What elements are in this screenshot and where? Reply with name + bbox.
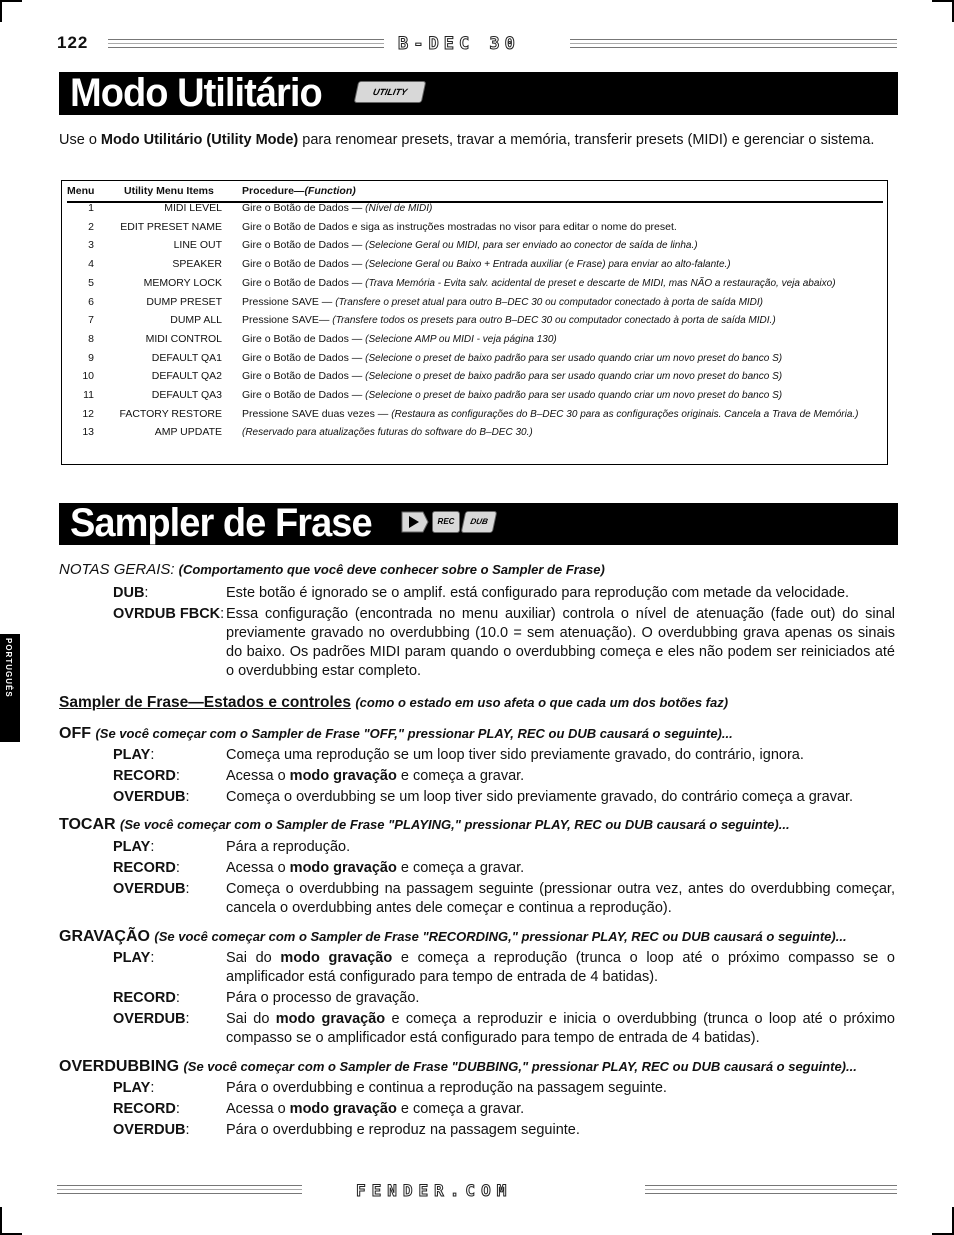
control-term: PLAY: bbox=[113, 1080, 155, 1096]
control-term: RECORD: bbox=[113, 860, 180, 876]
state-heading: OFF (Se você começar com o Sampler de Frase "OFF," pressionar PLAY, REC ou DUB causará o seguinte)... bbox=[59, 725, 733, 742]
table-row bbox=[62, 333, 882, 352]
table-row bbox=[62, 258, 882, 277]
control-entry bbox=[113, 746, 895, 765]
menu-number: 10 bbox=[82, 370, 94, 383]
table-row bbox=[62, 221, 882, 240]
control-entry bbox=[113, 1079, 895, 1098]
menu-procedure: Pressione SAVE— (Transfere todos os presets para outro B–DEC 30 ou computador conectado à porta de saída MIDI.) bbox=[242, 314, 776, 327]
crop-mark bbox=[0, 1207, 2, 1235]
column-header-menu: Menu bbox=[67, 185, 95, 197]
control-description: Sai do modo gravação e começa a reprodução (trunca o loop até o próximo compasso se o amplificador está configurado para tempo de entrada de 4 batidas). bbox=[226, 950, 895, 985]
menu-procedure: Gire o Botão de Dados — (Selecione o preset de baixo padrão para ser usado quando criar um novo preset do banco S) bbox=[242, 370, 783, 383]
menu-item: AMP UPDATE bbox=[154, 426, 222, 439]
menu-number: 11 bbox=[83, 389, 94, 401]
menu-procedure: Gire o Botão de Dados — (Selecione o preset de baixo padrão para ser usado quando criar um novo preset do banco S) bbox=[242, 351, 783, 364]
menu-procedure: Gire o Botão de Dados — (Selecione Geral ou Baixo + Entrada auxiliar (e Frase) para enviar ao alto-falante.) bbox=[242, 258, 731, 271]
menu-item: DEFAULT QA2 bbox=[151, 370, 222, 383]
utility-button-icon: UTILITY bbox=[354, 81, 427, 103]
menu-item: DEFAULT QA3 bbox=[151, 389, 222, 401]
menu-item: LINE OUT bbox=[173, 239, 222, 252]
column-header-items: Utility Menu Items bbox=[124, 185, 214, 197]
menu-item: DUMP ALL bbox=[170, 314, 222, 327]
control-entry bbox=[113, 989, 895, 1008]
control-term: OVERDUB: bbox=[113, 881, 190, 897]
note-ovrdub-fbck bbox=[113, 605, 895, 681]
control-term: PLAY: bbox=[113, 839, 155, 855]
dub-button-icon: DUB bbox=[461, 511, 498, 533]
play-button-icon bbox=[399, 509, 431, 540]
control-description: Começa o overdubbing na passagem seguinte (pressionar outra vez, antes do overdubbing começar, cancela o overdubbing antes dele começar e continua a reprodução). bbox=[226, 881, 895, 916]
control-entry bbox=[113, 1100, 895, 1119]
menu-procedure: Pressione SAVE — (Transfere o preset atual para outro B–DEC 30 ou computador conectado à porta de saída MIDI) bbox=[242, 295, 764, 308]
control-description: Começa uma reprodução se um loop tiver sido previamente gravado, do contrário, ignora. bbox=[226, 747, 804, 763]
menu-procedure: Gire o Botão de Dados — (Trava Memória - Evita salv. acidental de preset e descarte de MIDI, mas NÃO a restauração, veja abaixo) bbox=[242, 276, 836, 289]
menu-number: 7 bbox=[88, 314, 94, 327]
crop-mark bbox=[0, 0, 2, 22]
control-description: Começa o overdubbing se um loop tiver sido previamente gravado, do contrário começa a gravar. bbox=[226, 789, 854, 805]
control-term: OVERDUB: bbox=[113, 1122, 190, 1138]
section-title: Modo Utilitário bbox=[70, 71, 322, 115]
rec-button-icon: REC bbox=[432, 511, 460, 533]
control-description: Acessa o modo gravação e começa a gravar. bbox=[226, 768, 525, 784]
control-term: RECORD: bbox=[113, 990, 180, 1006]
control-entry bbox=[113, 949, 895, 987]
menu-procedure: Pressione SAVE duas vezes — (Restaura as configurações do B–DEC 30 para as configurações originais. Cancela a Trava de Memória.) bbox=[242, 407, 859, 420]
menu-number: 13 bbox=[82, 426, 94, 439]
note-dub bbox=[113, 584, 895, 603]
menu-procedure: Gire o Botão de Dados — (Selecione Geral ou MIDI, para ser enviado ao conector de saída de linha.) bbox=[242, 239, 698, 252]
menu-number: 6 bbox=[88, 295, 94, 308]
menu-item: EDIT PRESET NAME bbox=[120, 220, 222, 233]
table-row bbox=[62, 370, 882, 389]
menu-item: FACTORY RESTORE bbox=[119, 407, 222, 420]
footer-rule-right bbox=[645, 1185, 897, 1195]
note-term: DUB: bbox=[113, 585, 149, 601]
section-banner-sampler bbox=[59, 503, 898, 545]
control-term: RECORD: bbox=[113, 768, 180, 784]
menu-item: MIDI LEVEL bbox=[164, 202, 222, 214]
note-term: OVRDUB FBCK: bbox=[113, 606, 225, 622]
state-heading: TOCAR (Se você começar com o Sampler de Frase "PLAYING," pressionar PLAY, REC ou DUB causará o seguinte)... bbox=[59, 816, 790, 833]
control-entry bbox=[113, 880, 895, 918]
control-entry bbox=[113, 1121, 895, 1140]
menu-number: 12 bbox=[82, 407, 94, 420]
state-heading: GRAVAÇÃO (Se você começar com o Sampler de Frase "RECORDING," pressionar PLAY, REC ou DUB causará o seguinte)... bbox=[59, 928, 847, 945]
menu-number: 4 bbox=[88, 258, 94, 271]
table-row bbox=[62, 426, 882, 445]
utility-menu-table bbox=[61, 180, 888, 465]
menu-item: MIDI CONTROL bbox=[145, 332, 222, 345]
menu-item: MEMORY LOCK bbox=[143, 276, 222, 289]
menu-number: 8 bbox=[88, 332, 94, 345]
table-row bbox=[62, 408, 882, 427]
menu-item: DUMP PRESET bbox=[146, 295, 222, 308]
control-term: PLAY: bbox=[113, 747, 155, 763]
control-entry bbox=[113, 1010, 895, 1048]
control-description: Acessa o modo gravação e começa a gravar. bbox=[226, 860, 525, 876]
control-description: Pára o overdubbing e continua a reprodução na passagem seguinte. bbox=[226, 1080, 667, 1096]
control-term: PLAY: bbox=[113, 950, 155, 966]
menu-procedure: Gire o Botão de Dados — (Selecione AMP ou MIDI - veja página 130) bbox=[242, 332, 557, 345]
control-description: Pára a reprodução. bbox=[226, 839, 351, 855]
footer-website: FENDER.COM bbox=[356, 1181, 513, 1200]
menu-item: SPEAKER bbox=[172, 258, 222, 271]
menu-number: 1 bbox=[88, 202, 94, 214]
table-row bbox=[62, 277, 882, 296]
menu-item: DEFAULT QA1 bbox=[151, 351, 222, 364]
model-name: B-DEC 30 bbox=[398, 34, 520, 54]
table-row bbox=[62, 352, 882, 371]
control-term: OVERDUB: bbox=[113, 789, 190, 805]
crop-mark bbox=[0, 0, 22, 2]
table-row bbox=[62, 202, 882, 221]
table-row bbox=[62, 314, 882, 333]
general-notes-heading: NOTAS GERAIS: (Comportamento que você deve conhecer sobre o Sampler de Frase) bbox=[59, 561, 605, 578]
state-heading: OVERDUBBING (Se você começar com o Sampler de Frase "DUBBING," pressionar PLAY, REC ou DUB causará o seguinte)... bbox=[59, 1058, 857, 1075]
control-entry bbox=[113, 767, 895, 786]
control-entry bbox=[113, 788, 895, 807]
control-description: Acessa o modo gravação e começa a gravar. bbox=[226, 1101, 525, 1117]
control-description: Sai do modo gravação e começa a reproduzir e inicia o overdubbing (trunca o loop até o próximo compasso se o amplificador está configurado para tempo de entrada de 4 batidas). bbox=[226, 1011, 895, 1046]
menu-number: 3 bbox=[88, 239, 94, 252]
section-title: Sampler de Frase bbox=[70, 501, 372, 545]
language-tab: PORTUGUÊS bbox=[0, 634, 20, 742]
control-entry bbox=[113, 838, 895, 857]
states-heading: Sampler de Frase—Estados e controles (como o estado em uso afeta o que cada um dos botões faz) bbox=[59, 694, 729, 711]
control-description: Pára o overdubbing e reproduz na passagem seguinte. bbox=[226, 1122, 580, 1138]
column-header-procedure: Procedure—(Function) bbox=[242, 185, 356, 197]
control-term: RECORD: bbox=[113, 1101, 180, 1117]
menu-procedure: (Reservado para atualizações futuras do software do B–DEC 30.) bbox=[242, 427, 533, 439]
menu-procedure: Gire o Botão de Dados — (Nível de MIDI) bbox=[242, 202, 433, 214]
menu-procedure: Gire o Botão de Dados e siga as instruções mostradas no visor para editar o nome do preset. bbox=[242, 220, 677, 233]
table-row bbox=[62, 389, 882, 408]
menu-number: 2 bbox=[88, 220, 94, 233]
note-description: Essa configuração (encontrada no menu auxiliar) controla o nível de atenuação (fade out) do sinal previamente gravado no overdubbing (10.0 = sem atenuação). O overdubbing grava apenas os sinais do baixo. Os padrões MIDI param quando o overdubbing começa e eles não podem ser reiniciados até o overdubbing estar completo. bbox=[226, 606, 895, 679]
page-number: 122 bbox=[57, 33, 89, 52]
header-rule-left bbox=[108, 39, 384, 49]
crop-mark bbox=[932, 0, 954, 2]
menu-number: 9 bbox=[88, 351, 94, 364]
table-row bbox=[62, 296, 882, 315]
control-entry bbox=[113, 859, 895, 878]
menu-procedure: Gire o Botão de Dados — (Selecione o preset de baixo padrão para ser usado quando criar um novo preset do banco S) bbox=[242, 389, 783, 401]
menu-number: 5 bbox=[88, 276, 94, 289]
intro-paragraph: Use o Modo Utilitário (Utility Mode) para renomear presets, travar a memória, transferir presets (MIDI) e gerenciar o sistema. bbox=[59, 132, 875, 148]
header-rule-right bbox=[570, 39, 897, 49]
control-term: OVERDUB: bbox=[113, 1011, 190, 1027]
section-banner-utility bbox=[59, 72, 898, 115]
note-description: Este botão é ignorado se o amplif. está configurado para reprodução com metade da velocidade. bbox=[226, 585, 850, 601]
table-row bbox=[62, 239, 882, 258]
control-description: Pára o processo de gravação. bbox=[226, 990, 420, 1006]
footer-rule-left bbox=[57, 1185, 302, 1195]
